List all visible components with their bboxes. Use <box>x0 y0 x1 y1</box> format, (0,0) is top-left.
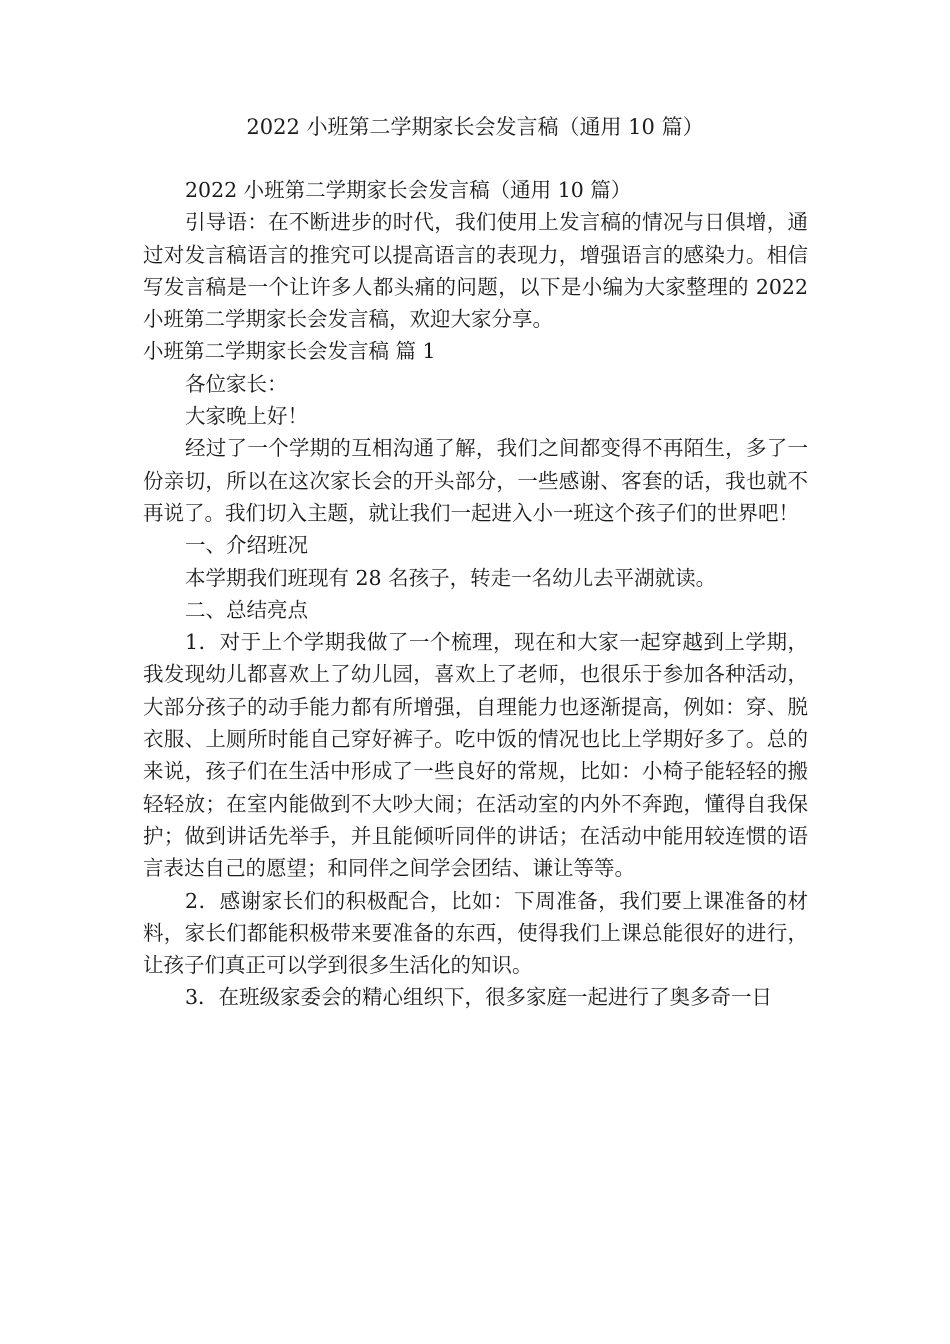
heading-class-intro: 一、介绍班况 <box>185 533 308 558</box>
heading-highlights: 二、总结亮点 <box>185 597 308 622</box>
section-heading: 小班第二学期家长会发言稿 篇 1 <box>143 339 436 364</box>
highlight-item-3: 3．在班级家委会的精心组织下，很多家庭一起进行了奥多奇一日 <box>185 985 773 1010</box>
class-info-paragraph: 本学期我们班现有 28 名孩子，转走一名幼儿去平湖就读。 <box>185 565 717 590</box>
document-body <box>143 174 808 1014</box>
highlight-item-1: 1．对于上个学期我做了一个梳理，现在和大家一起穿越到上学期，我发现幼儿都喜欢上了幼儿园，喜欢上了老师，也很乐于参加各种活动，大部分孩子的动手能力都有所增强，自理能力也逐渐提高，例如：穿、脱衣服、上厕所时能自己穿好裤子。吃中饭的情况也比上学期好多了。总的来说，孩子们在生活中形成了一些良好的常规，比如：小椅子能轻轻的搬轻轻放；在室内能做到不大吵大闹；在活动室的内外不奔跑，懂得自我保护；做到讲话先举手，并且能倾听同伴的讲话；在活动中能用较连惯的语言表达自己的愿望；和同伴之间学会团结、谦让等等。 <box>143 630 808 881</box>
document-title: 2022 小班第二学期家长会发言稿（通用 10 篇） <box>246 115 704 139</box>
intro-paragraph: 引导语：在不断进步的时代，我们使用上发言稿的情况与日俱增，通过对发言稿语言的推究可以提高语言的表现力，增强语言的感染力。相信写发言稿是一个让许多人都头痛的问题，以下是小编为大家整理的 2022 小班第二学期家长会发言稿，欢迎大家分享。 <box>143 210 808 332</box>
highlight-item-2: 2．感谢家长们的积极配合，比如：下周准备，我们要上课准备的材料，家长们都能积极带来要准备的东西，使得我们上课总能很好的进行，让孩子们真正可以学到很多生活化的知识。 <box>143 888 808 978</box>
subtitle-paragraph: 2022 小班第二学期家长会发言稿（通用 10 篇） <box>185 178 632 202</box>
salutation-paragraph: 各位家长： <box>185 371 288 396</box>
greeting-paragraph: 大家晚上好！ <box>185 404 308 429</box>
opening-paragraph: 经过了一个学期的互相沟通了解，我们之间都变得不再陌生，多了一份亲切，所以在这次家长会的开头部分，一些感谢、客套的话，我也就不再说了。我们切入主题，就让我们一起进入小一班这个孩子们的世界吧！ <box>143 436 808 525</box>
